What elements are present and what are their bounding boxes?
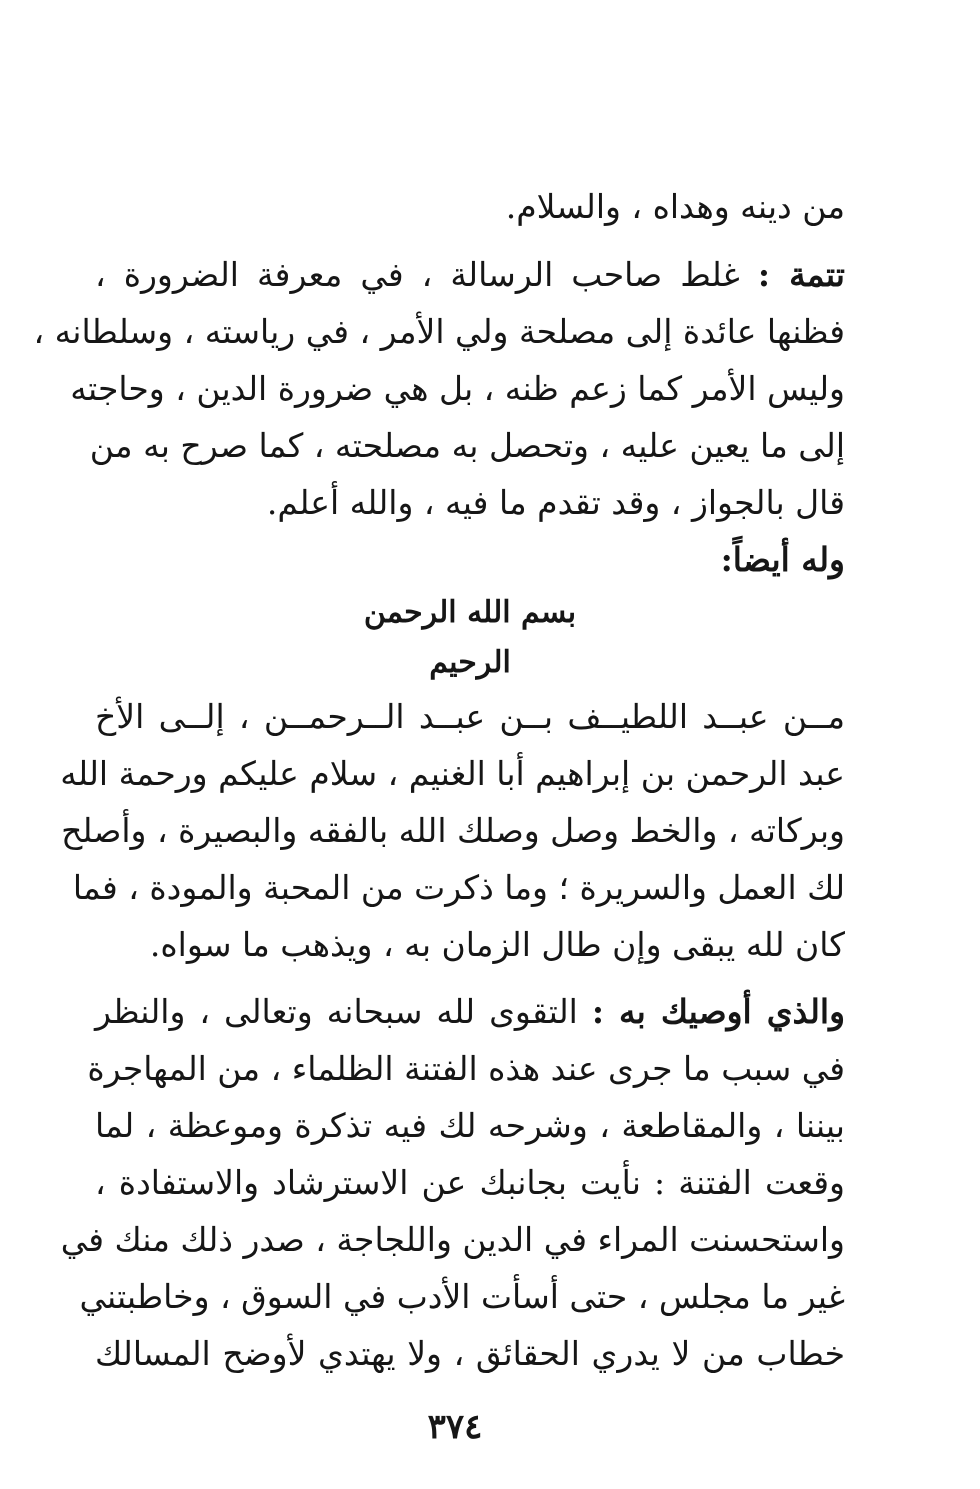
text-line-2 (95, 246, 845, 303)
text-line-18: غير ما مجلس ، حتى أسأت الأدب في السوق ، وخاطبتني (79, 1277, 845, 1316)
text-line-15: بيننا ، والمقاطعة ، وشرحه لك فيه تذكرة وموعظة ، لما (95, 1106, 845, 1145)
text-line-4: وليس الأمر كما زعم ظنه ، بل هي ضرورة الدين ، وحاجته (70, 369, 845, 408)
section-lead-tatimma: تتمة : (757, 255, 845, 294)
text-line-13 (95, 983, 845, 1040)
text-line-12: كان لله يبقى وإن طال الزمان به ، ويذهب ما سواه. (149, 925, 845, 964)
text-line-6: قال بالجواز ، وقد تقدم ما فيه ، والله أعلم. (266, 483, 845, 522)
text-line-8: مــن عبــد اللطيــف بــن عبــد الــرحمــن ، إلــى الأخ (95, 697, 845, 736)
section-heading: وله أيضاً: (720, 540, 845, 579)
text-line-11: لك العمل والسريرة ؛ وما ذكرت من المحبة والمودة ، فما (72, 868, 845, 907)
text-line-14: في سبب ما جرى عند هذه الفتنة الظلماء ، من المهاجرة (87, 1049, 845, 1088)
text-line-13-rest: التقوى لله سبحانه وتعالى ، والنظر (95, 992, 578, 1031)
text-line-9: عبد الرحمن بن إبراهيم أبا الغنيم ، سلام عليكم ورحمة الله (60, 754, 845, 793)
page-number: ٣٧٤ (427, 1407, 483, 1447)
text-line-2-rest: غلط صاحب الرسالة ، في معرفة الضرورة ، (95, 255, 740, 294)
text-line-10: وبركاته ، والخط وصل وصلك الله بالفقه والبصيرة ، وأصلح (61, 811, 845, 850)
text-line-1: من دينه وهداه ، والسلام. (505, 187, 845, 226)
text-line-3: فظنها عائدة إلى مصلحة ولي الأمر ، في رياسته ، وسلطانه ، (33, 312, 845, 351)
text-line-16: وقعت الفتنة : نأيت بجانبك عن الاسترشاد والاستفادة ، (95, 1163, 845, 1202)
paragraph-lead: والذي أوصيك به : (591, 992, 846, 1031)
text-line-5: إلى ما يعين عليه ، وتحصل به مصلحته ، كما صرح به من (89, 426, 845, 465)
text-line-17: واستحسنت المراء في الدين واللجاجة ، صدر ذلك منك في (60, 1220, 845, 1259)
text-line-19: خطاب من لا يدري الحقائق ، ولا يهتدي لأوضح المسالك (95, 1334, 845, 1373)
basmala-ornament: بسم الله الرحمن الرحيم (363, 595, 577, 680)
